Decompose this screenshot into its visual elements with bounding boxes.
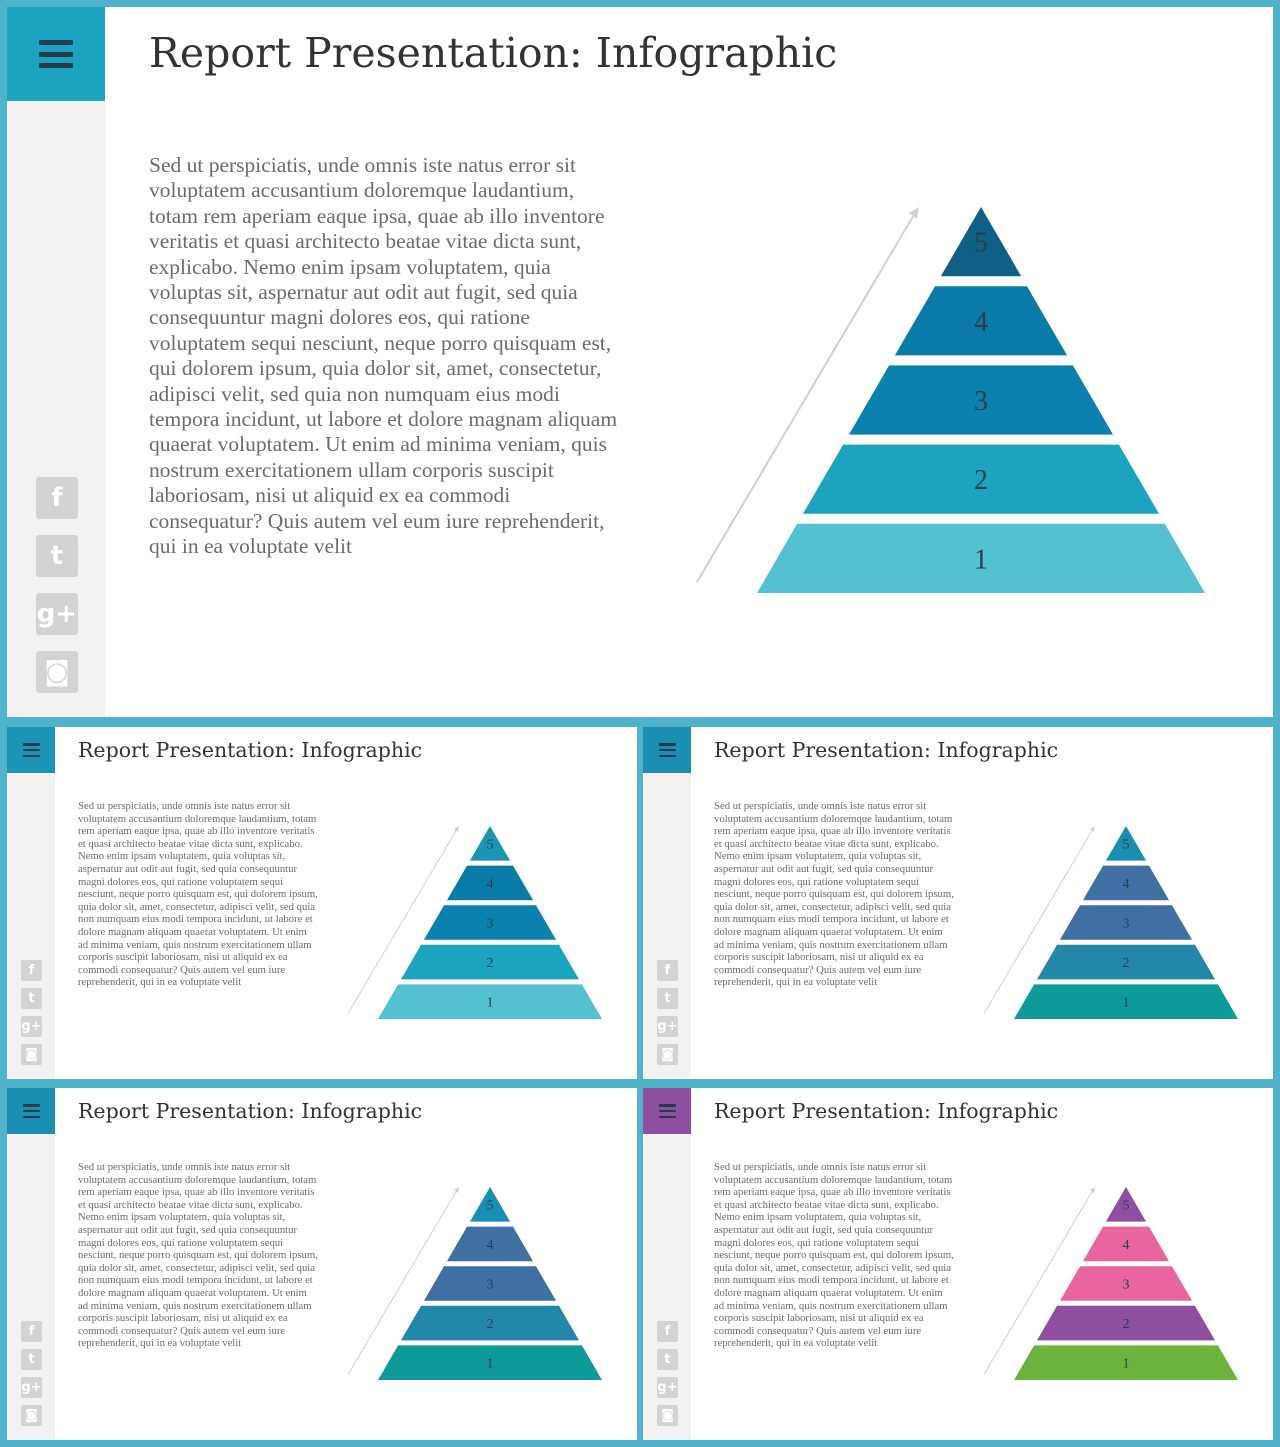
facebook-icon[interactable]: f: [21, 960, 42, 981]
pyramid-level-label: 2: [486, 956, 494, 972]
pyramid-level-label: 5: [1122, 837, 1130, 853]
variant-slide-1: [7, 727, 637, 1079]
facebook-icon[interactable]: f: [36, 477, 78, 519]
pyramid-level-label: 4: [974, 306, 988, 338]
social-icons: [21, 1321, 42, 1426]
menu-icon: [659, 1104, 676, 1118]
body-text: Sed ut perspiciatis, unde omnis iste natus error sit voluptatem accusantium doloremque laudantium, totam rem aperiam eaque ipsa, quae ab illo inventore veritatis et quasi architecto beatae vitae dicta sunt, explicabo. Nemo enim ipsam voluptatem, quia voluptas sit, aspernatur aut odit aut fugit, sed quia consequuntur magni dolores eos, qui ratione voluptatem sequi nesciunt, neque porro quisquam est, qui dolorem ipsum, quia dolor sit, amet, consectetur, adipisci velit, sed quia non numquam eius modi tempora incidunt, ut labore et dolore magnam aliquam quaerat voluptatem. Ut enim ad minima veniam, quis nostrum exercitationem ullam corporis suscipit laboriosam, nisi ut aliquid ex ea commodi consequatur? Quis autem vel eum iure reprehenderit, qui in ea voluptate velit: [714, 800, 954, 989]
instagram-icon[interactable]: ◙: [657, 1405, 678, 1426]
growth-arrow-head: [1090, 1187, 1095, 1193]
pyramid-level-label: 3: [486, 1277, 494, 1293]
google-plus-icon[interactable]: g+: [657, 1016, 678, 1037]
twitter-icon[interactable]: t: [657, 988, 678, 1009]
google-plus-icon[interactable]: g+: [21, 1016, 42, 1037]
pyramid-level-label: 1: [486, 995, 494, 1011]
instagram-icon[interactable]: ◙: [36, 651, 78, 693]
pyramid-level-label: 4: [486, 876, 494, 892]
pyramid-diagram: [343, 821, 603, 1021]
pyramid-level-label: 5: [1122, 1198, 1130, 1214]
menu-icon: [659, 743, 676, 757]
pyramid-diagram: [343, 1182, 603, 1382]
pyramid-diagram: [979, 821, 1239, 1021]
slide-title: Report Presentation: Infographic: [78, 1099, 423, 1123]
pyramid-level-label: 1: [974, 544, 988, 576]
menu-icon: [23, 743, 40, 757]
pyramid-level-label: 1: [1122, 1356, 1130, 1372]
social-icons: [21, 960, 42, 1065]
menu-button[interactable]: [643, 1088, 691, 1134]
growth-arrow-head: [909, 207, 919, 219]
facebook-icon[interactable]: f: [657, 1321, 678, 1342]
slide-title: Report Presentation: Infographic: [714, 738, 1059, 762]
pyramid-level-label: 5: [486, 837, 494, 853]
pyramid-level-label: 3: [486, 916, 494, 932]
body-text: Sed ut perspiciatis, unde omnis iste natus error sit voluptatem accusantium doloremque laudantium, totam rem aperiam eaque ipsa, quae ab illo inventore veritatis et quasi architecto beatae vitae dicta sunt, explicabo. Nemo enim ipsam voluptatem, quia voluptas sit, aspernatur aut odit aut fugit, sed quia consequuntur magni dolores eos, qui ratione voluptatem sequi nesciunt, neque porro quisquam est, qui dolorem ipsum, quia dolor sit, amet, consectetur, adipisci velit, sed quia non numquam eius modi tempora incidunt, ut labore et dolore magnam aliquam quaerat voluptatem. Ut enim ad minima veniam, quis nostrum exercitationem ullam corporis suscipit laboriosam, nisi ut aliquid ex ea commodi consequatur? Quis autem vel eum iure reprehenderit, qui in ea voluptate velit: [714, 1161, 954, 1350]
pyramid-level-label: 4: [486, 1237, 494, 1253]
pyramid-level-label: 3: [1122, 916, 1130, 932]
menu-button[interactable]: [7, 1088, 55, 1134]
pyramid-level-label: 5: [974, 227, 988, 259]
facebook-icon[interactable]: f: [657, 960, 678, 981]
pyramid-level-label: 1: [486, 1356, 494, 1372]
twitter-icon[interactable]: t: [657, 1349, 678, 1370]
twitter-icon[interactable]: t: [21, 988, 42, 1009]
twitter-icon[interactable]: t: [21, 1349, 42, 1370]
growth-arrow-head: [454, 826, 459, 832]
menu-button[interactable]: [7, 7, 105, 101]
pyramid-level-label: 2: [486, 1317, 494, 1333]
instagram-icon[interactable]: ◙: [21, 1044, 42, 1065]
instagram-icon[interactable]: ◙: [21, 1405, 42, 1426]
google-plus-icon[interactable]: g+: [36, 593, 78, 635]
pyramid-diagram: [687, 197, 1207, 597]
menu-button[interactable]: [7, 727, 55, 773]
google-plus-icon[interactable]: g+: [657, 1377, 678, 1398]
pyramid-level-label: 1: [1122, 995, 1130, 1011]
variant-slide-2: [643, 727, 1273, 1079]
slide-title: Report Presentation: Infographic: [714, 1099, 1059, 1123]
social-icons: [657, 960, 678, 1065]
instagram-icon[interactable]: ◙: [657, 1044, 678, 1065]
body-text: Sed ut perspiciatis, unde omnis iste natus error sit voluptatem accusantium doloremque laudantium, totam rem aperiam eaque ipsa, quae ab illo inventore veritatis et quasi architecto beatae vitae dicta sunt, explicabo. Nemo enim ipsam voluptatem, quia voluptas sit, aspernatur aut odit aut fugit, sed quia consequuntur magni dolores eos, qui ratione voluptatem sequi nesciunt, neque porro quisquam est, qui dolorem ipsum, quia dolor sit, amet, consectetur, adipisci velit, sed quia non numquam eius modi tempora incidunt, ut labore et dolore magnam aliquam quaerat voluptatem. Ut enim ad minima veniam, quis nostrum exercitationem ullam corporis suscipit laboriosam, nisi ut aliquid ex ea commodi consequatur? Quis autem vel eum iure reprehenderit, qui in ea voluptate velit: [78, 800, 318, 989]
pyramid-level-label: 3: [1122, 1277, 1130, 1293]
pyramid-level-label: 2: [1122, 1317, 1130, 1333]
body-text: Sed ut perspiciatis, unde omnis iste natus error sit voluptatem accusantium doloremque laudantium, totam rem aperiam eaque ipsa, quae ab illo inventore veritatis et quasi architecto beatae vitae dicta sunt, explicabo. Nemo enim ipsam voluptatem, quia voluptas sit, aspernatur aut odit aut fugit, sed quia consequuntur magni dolores eos, qui ratione voluptatem sequi nesciunt, neque porro quisquam est, qui dolorem ipsum, quia dolor sit, amet, consectetur, adipisci velit, sed quia non numquam eius modi tempora incidunt, ut labore et dolore magnam aliquam quaerat voluptatem. Ut enim ad minima veniam, quis nostrum exercitationem ullam corporis suscipit laboriosam, nisi ut aliquid ex ea commodi consequatur? Quis autem vel eum iure reprehenderit, qui in ea voluptate velit: [78, 1161, 318, 1350]
google-plus-icon[interactable]: g+: [21, 1377, 42, 1398]
menu-icon: [23, 1104, 40, 1118]
pyramid-level-label: 4: [1122, 1237, 1130, 1253]
social-icons: [657, 1321, 678, 1426]
pyramid-level-label: 2: [1122, 956, 1130, 972]
variant-slide-3: [7, 1088, 637, 1440]
pyramid-level-label: 2: [974, 465, 988, 497]
pyramid-level-label: 5: [486, 1198, 494, 1214]
variant-slide-4: [643, 1088, 1273, 1440]
growth-arrow-head: [1090, 826, 1095, 832]
body-text: Sed ut perspiciatis, unde omnis iste natus error sit voluptatem accusantium doloremque laudantium, totam rem aperiam eaque ipsa, quae ab illo inventore veritatis et quasi architecto beatae vitae dicta sunt, explicabo. Nemo enim ipsam voluptatem, quia voluptas sit, aspernatur aut odit aut fugit, sed quia consequuntur magni dolores eos, qui ratione voluptatem sequi nesciunt, neque porro quisquam est, qui dolorem ipsum, quia dolor sit, amet, consectetur, adipisci velit, sed quia non numquam eius modi tempora incidunt, ut labore et dolore magnam aliquam quaerat voluptatem. Ut enim ad minima veniam, quis nostrum exercitationem ullam corporis suscipit laboriosam, nisi ut aliquid ex ea commodi consequatur? Quis autem vel eum iure reprehenderit, qui in ea voluptate velit: [149, 153, 618, 559]
pyramid-diagram: [979, 1182, 1239, 1382]
main-slide: [7, 7, 1273, 717]
social-icons: [36, 477, 78, 693]
menu-button[interactable]: [643, 727, 691, 773]
menu-icon: [39, 40, 73, 68]
slide-title: Report Presentation: Infographic: [78, 738, 423, 762]
facebook-icon[interactable]: f: [21, 1321, 42, 1342]
pyramid-level-label: 3: [974, 386, 988, 417]
pyramid-level-label: 4: [1122, 876, 1130, 892]
twitter-icon[interactable]: t: [36, 535, 78, 577]
growth-arrow-head: [454, 1187, 459, 1193]
slide-title: Report Presentation: Infographic: [149, 29, 838, 77]
